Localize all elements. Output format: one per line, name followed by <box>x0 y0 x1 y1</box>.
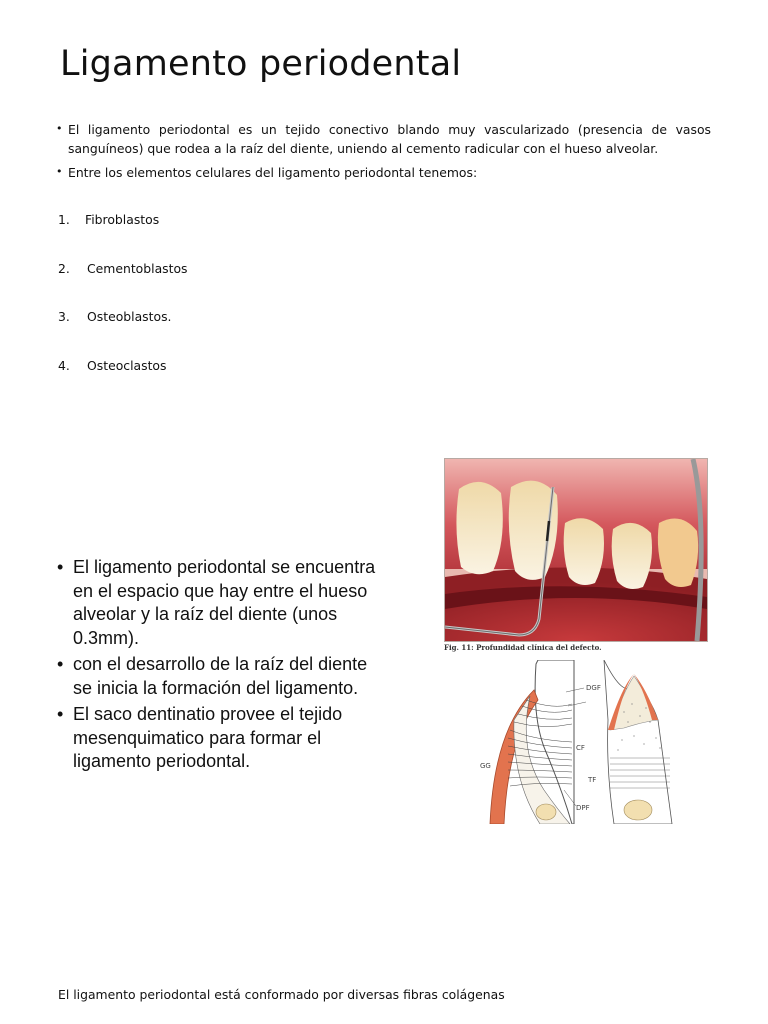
detail-bullet-location: • El ligamento periodontal se encuentra en el espacio que hay entre el hueso alveolar y la raíz del diente (unos 0.3mm). <box>57 556 377 650</box>
list-item-label: Cementoblastos <box>87 260 188 276</box>
intro-bullet-definition: • El ligamento periodontal es un tejido conectivo blando muy vascularizado (presencia de vasos sanguíneos) que rodea a la raíz del diente, uniendo al cemento radicular con el hueso alveolar. <box>56 120 711 158</box>
detail-bullet-formation: • con el desarrollo de la raíz del diente se inicia la formación del ligamento. <box>57 653 377 700</box>
periodontal-fibers-diagram <box>474 660 674 824</box>
list-item <box>58 309 188 358</box>
tooth-shape <box>612 523 652 589</box>
intro-bullets <box>56 120 711 182</box>
cell-elements-list <box>58 212 188 406</box>
list-item <box>58 261 188 310</box>
tooth-shape <box>456 482 502 574</box>
list-item-number: 4. <box>58 357 70 373</box>
periodontal-fibers-diagram-image <box>474 660 674 824</box>
label-dpf: DPF <box>576 804 590 812</box>
detail-bullets <box>57 556 377 774</box>
list-item <box>58 358 188 407</box>
list-item-number: 3. <box>58 309 70 324</box>
list-item-label: Osteoclastos <box>87 357 167 373</box>
tooth-shape <box>564 518 604 585</box>
dental-probe-photo <box>444 458 708 642</box>
list-item-number: 1. <box>58 212 70 227</box>
list-item <box>58 212 188 261</box>
slide-title: Ligamento periodental <box>60 44 462 84</box>
list-item-label: Fibroblastos <box>85 212 160 227</box>
label-gg: GG <box>480 762 491 770</box>
list-item-label: Osteoblastos. <box>87 309 172 324</box>
detail-bullet-origin: • El saco dentinatio provee el tejido mesenquimatico para formar el ligamento periodontal. <box>57 703 377 774</box>
photo-caption: Fig. 11: Profundidad clínica del defecto. <box>444 643 602 652</box>
list-item-number: 2. <box>58 260 70 276</box>
footer-text: El ligamento periodontal está conformado por diversas fibras colágenas <box>58 987 505 1002</box>
label-dgf: DGF <box>586 684 601 692</box>
intro-bullet-cells: • Entre los elementos celulares del ligamento periodontal tenemos: <box>56 163 711 182</box>
label-tf: TF <box>588 776 597 784</box>
dental-probe-photo-image <box>445 459 707 641</box>
label-cf: CF <box>576 744 585 752</box>
